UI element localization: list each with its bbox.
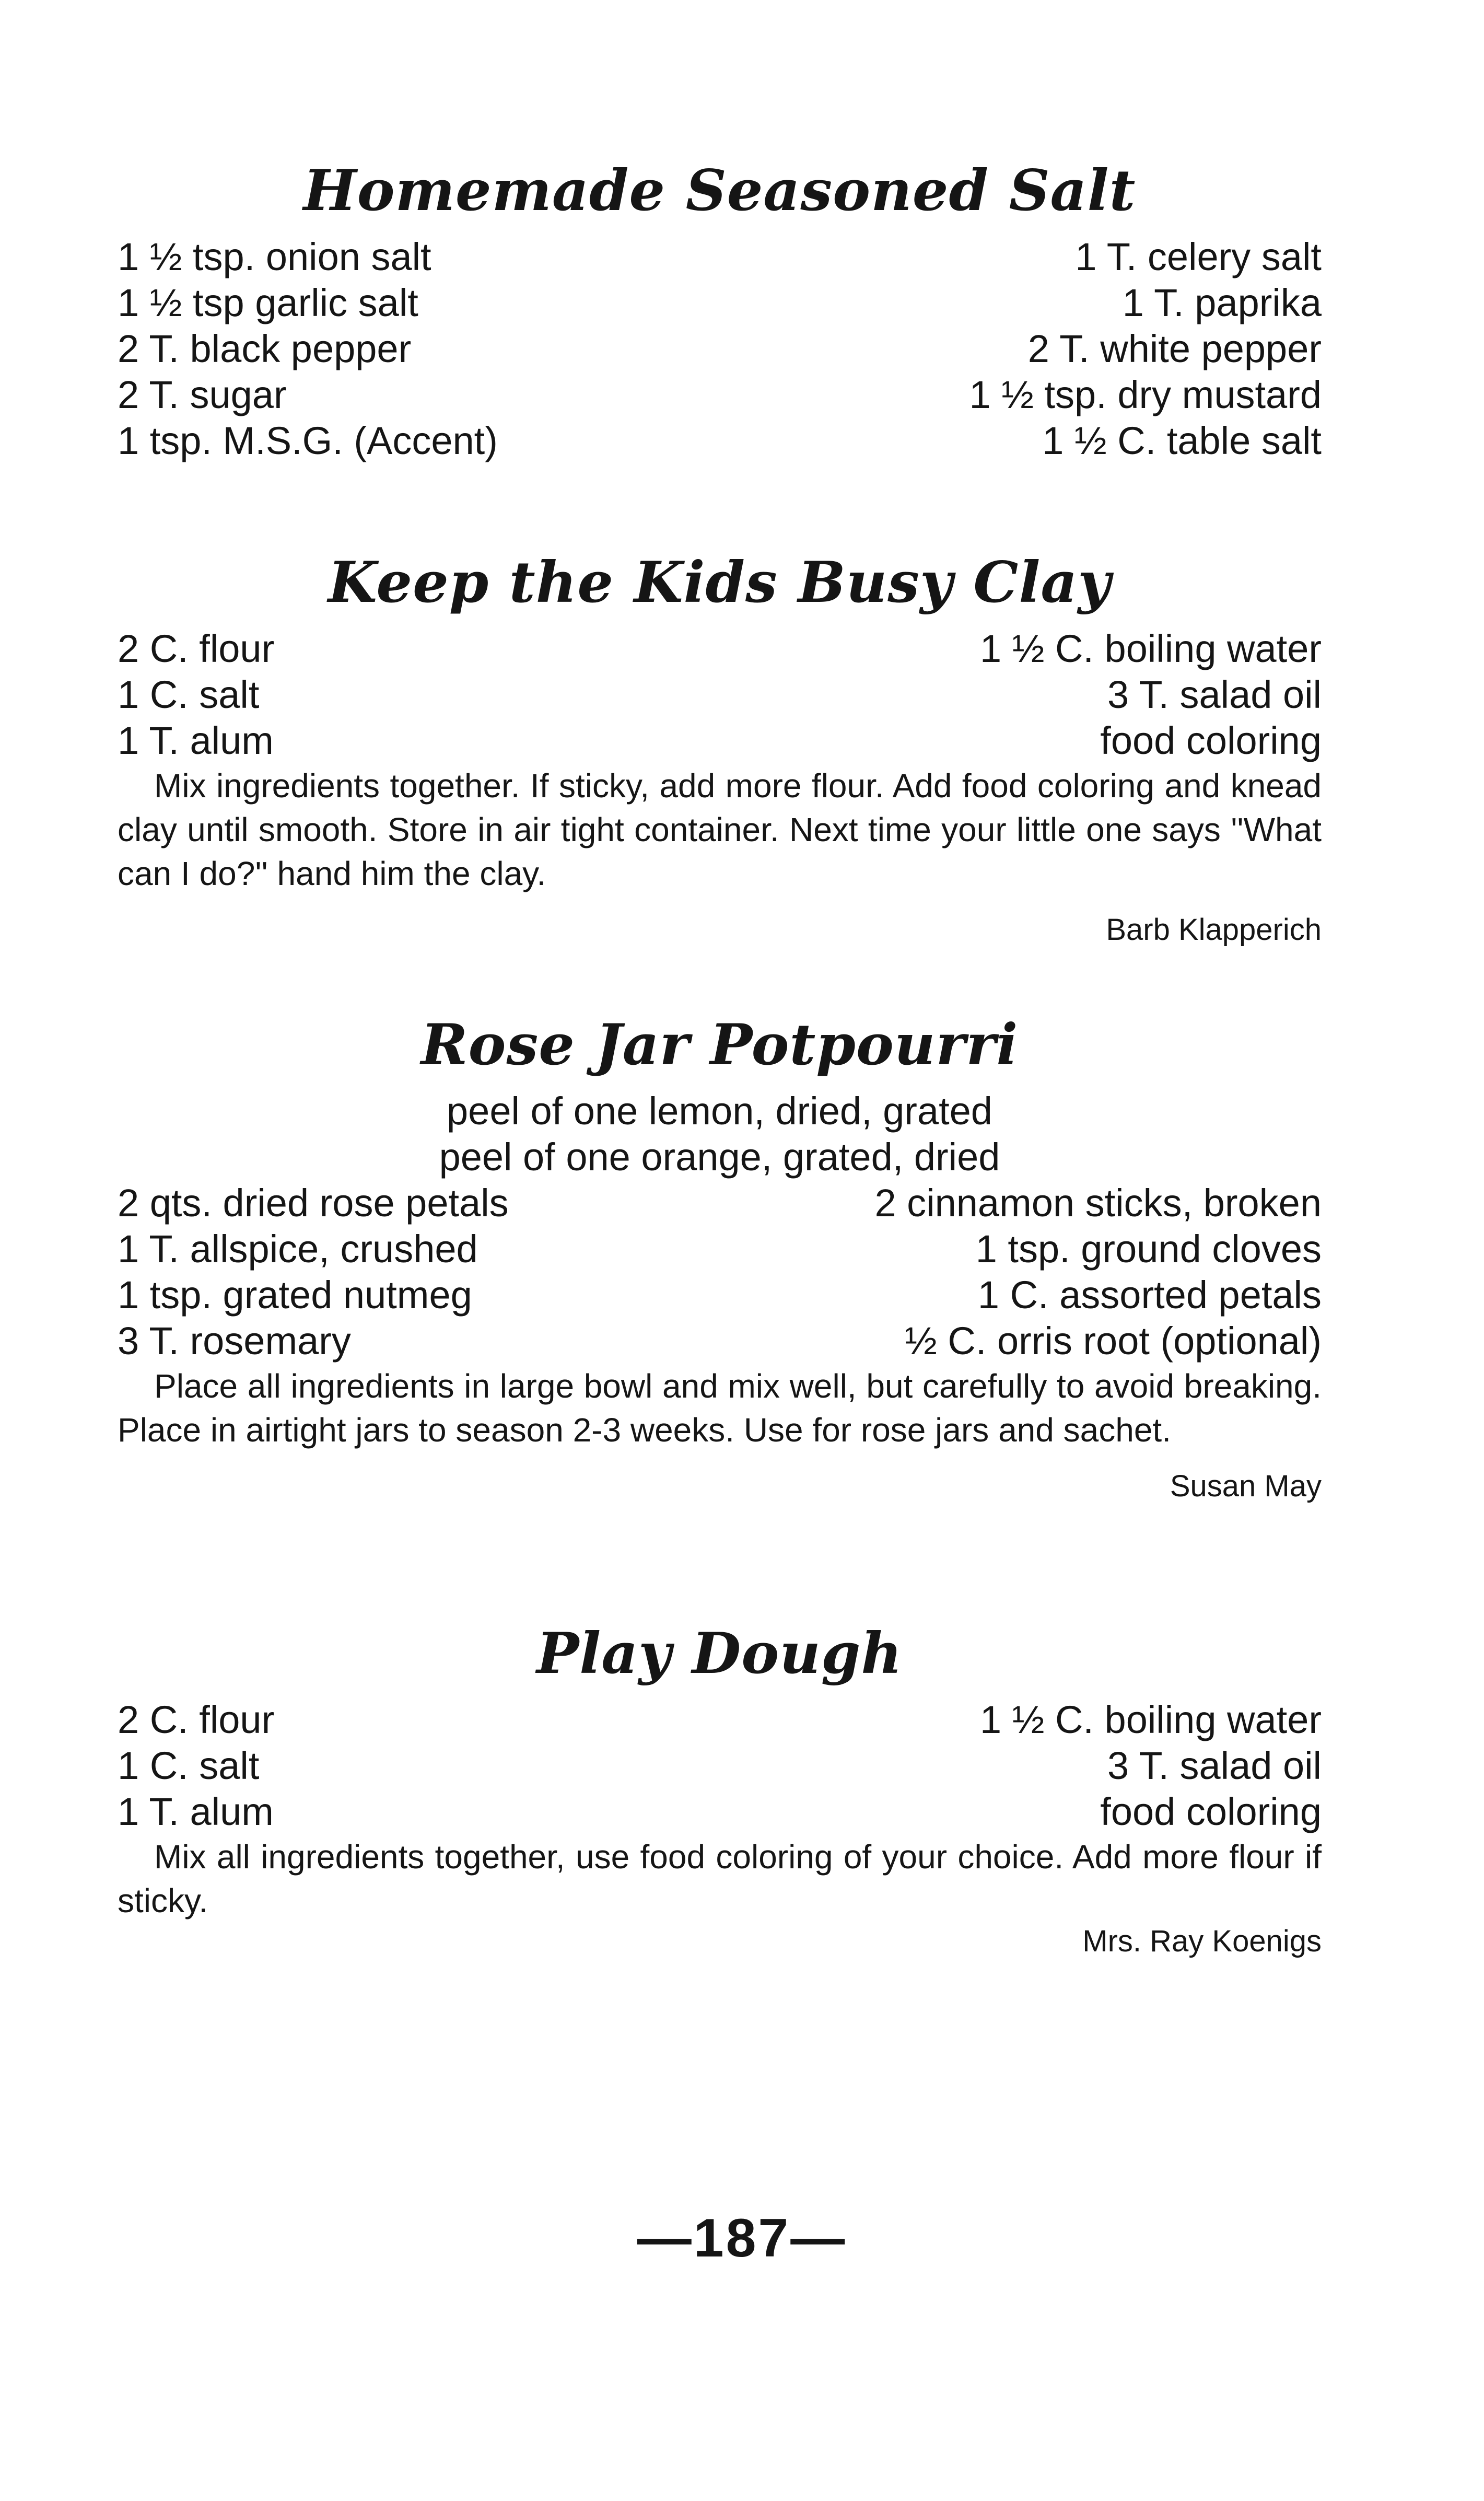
ingredient: 1 ½ C. table salt: [1042, 419, 1322, 462]
ingredients-left-column: [118, 1180, 509, 1364]
recipe-title: Homemade Seasoned Salt: [303, 158, 1136, 224]
ingredient-list: [118, 626, 1322, 764]
ingredient: 1 T. alum: [118, 1790, 274, 1833]
ingredient: 2 C. flour: [118, 627, 275, 670]
ingredient-list: [118, 1697, 1322, 1835]
recipe-credit: Barb Klapperich: [1106, 913, 1322, 947]
recipe-rose-jar-potpourri: [118, 1011, 1322, 1505]
ingredient: 3 T. salad oil: [1107, 673, 1322, 716]
ingredients-right-column: [980, 1697, 1322, 1835]
recipe-play-dough: [118, 1620, 1322, 1960]
recipe-directions: Mix all ingredients together, use food coloring of your choice. Add more flour if sticky.: [118, 1838, 1322, 1920]
ingredient: 1 C. salt: [118, 673, 260, 716]
ingredient: 3 T. salad oil: [1107, 1744, 1322, 1787]
ingredient: 1 ½ tsp garlic salt: [118, 281, 418, 324]
ingredient: 1 tsp. ground cloves: [975, 1227, 1322, 1271]
ingredient: 1 tsp. M.S.G. (Accent): [118, 419, 498, 462]
ingredient: 2 qts. dried rose petals: [118, 1181, 509, 1225]
ingredient: 1 ½ tsp. onion salt: [118, 235, 431, 278]
ingredient: 1 ½ C. boiling water: [979, 627, 1322, 670]
ingredient: food coloring: [1100, 719, 1322, 762]
ingredient-list: [118, 234, 1322, 464]
ingredient: ½ C. orris root (optional): [905, 1319, 1322, 1363]
ingredients-right-column: [874, 1180, 1322, 1364]
ingredients-left-column: [118, 1697, 274, 1835]
recipe-title: Keep the Kids Busy Clay: [328, 550, 1112, 615]
recipe-directions: Place all ingredients in large bowl and mix well, but carefully to avoid breaking. Place in airtight jars to season 2-3 weeks. Use for rose jars and sachet.: [118, 1367, 1322, 1449]
centered-ingredients: [118, 1088, 1322, 1180]
recipe-kids-clay: [118, 549, 1322, 949]
ingredients-right-column: [980, 626, 1322, 764]
ingredient: 2 T. black pepper: [118, 327, 412, 370]
ingredients-left-column: [118, 626, 274, 764]
ingredient: 1 T. allspice, crushed: [118, 1227, 478, 1271]
ingredient: 1 tsp. grated nutmeg: [118, 1273, 472, 1317]
ingredient: 1 T. paprika: [1122, 281, 1322, 324]
ingredient: 1 C. assorted petals: [977, 1273, 1322, 1317]
ingredients-left-column: [118, 234, 498, 464]
ingredient: 2 T. sugar: [118, 373, 287, 416]
ingredient: 1 C. salt: [118, 1744, 260, 1787]
ingredient: peel of one lemon, dried, grated: [447, 1089, 992, 1133]
recipe-title: Rose Jar Potpourri: [420, 1012, 1019, 1078]
ingredients-right-column: [969, 234, 1322, 464]
ingredient: peel of one orange, grated, dried: [439, 1135, 1000, 1179]
page-number: —187—: [637, 2208, 847, 2269]
ingredient: 2 T. white pepper: [1027, 327, 1322, 370]
ingredient: food coloring: [1100, 1790, 1322, 1833]
ingredient-list: [118, 1180, 1322, 1364]
recipe-seasoned-salt: [118, 157, 1322, 464]
ingredient: 3 T. rosemary: [118, 1319, 351, 1363]
ingredient: 2 cinnamon sticks, broken: [874, 1181, 1322, 1225]
ingredient: 1 ½ tsp. dry mustard: [969, 373, 1322, 416]
ingredient: 2 C. flour: [118, 1698, 275, 1741]
ingredient: 1 T. celery salt: [1075, 235, 1322, 278]
recipe-credit: Mrs. Ray Koenigs: [1082, 1924, 1322, 1958]
ingredient: 1 ½ C. boiling water: [979, 1698, 1322, 1741]
ingredient: 1 T. alum: [118, 719, 274, 762]
recipe-title: Play Dough: [536, 1621, 903, 1686]
recipe-directions: Mix ingredients together. If sticky, add more flour. Add food coloring and knead clay until smooth. Store in air tight container. Next time your little one says ''What can I do?'' hand him the clay.: [118, 767, 1322, 892]
recipe-credit: Susan May: [1170, 1469, 1322, 1503]
